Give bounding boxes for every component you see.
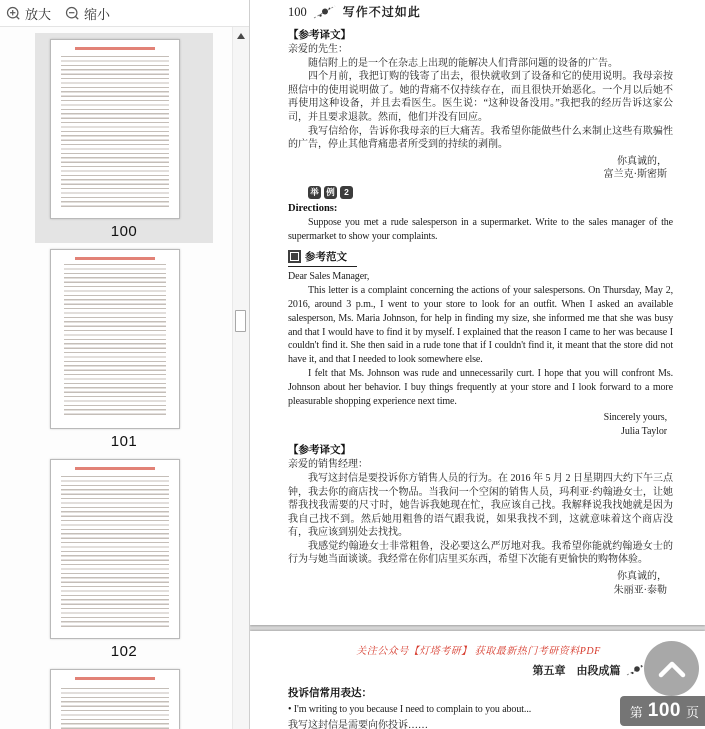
promo-banner-text: 关注公众号【灯塔考研】 获取最新热门考研资料PDF [356,646,601,657]
salutation-line: 亲爱的销售经理： [288,459,368,471]
translation-paragraph: 随信附上的是一个在杂志上出现的能解决人们背部问题的设备的广告。 [308,57,618,69]
signature-name: Julia Taylor [621,425,667,437]
thumbnail-sidebar [0,0,250,729]
ref-translation-heading: 【参考译文】 [288,30,351,41]
signature-block [288,155,667,182]
book-chapter-title: 写作不过如此 [342,5,421,19]
directions-heading: Directions: [288,202,338,214]
signature-block [288,570,667,597]
sample-essay-label: 参考范文 [305,252,347,264]
thumbnail-preview [50,459,180,639]
scroll-to-top-button[interactable] [644,641,699,696]
zoom-in-button[interactable] [6,4,51,23]
thumbnail-label: 102 [110,643,138,660]
thumbnail-page-101[interactable] [35,243,213,453]
thumbnail-page-102[interactable] [35,453,213,663]
thumbnail-page-100[interactable] [35,33,213,243]
badge-char: 举 [308,186,321,199]
sample-essay-heading [288,249,357,267]
sidebar-scrollbar-thumb[interactable] [235,310,246,332]
expressions-heading: 投诉信常用表达： [288,688,372,699]
zoom-out-icon [65,6,80,21]
zoom-out-button[interactable] [65,4,110,23]
thumbnail-page-103[interactable] [35,663,213,729]
pdf-page-100 [250,0,705,625]
book-chapter-title: 第五章 由段成篇 [532,665,621,677]
book-page-header [288,4,673,20]
page-indicator-number: 100 [647,700,681,721]
chevron-up-icon [657,660,687,678]
example-2-badge [308,186,673,199]
letter-paragraph: I felt that Ms. Johnson was rude and unnecessarily curt. I hope that you will confront Ms. Johnson about her behavior. I buy things frequently at your store and I look forward to a more pleasurable shopping experience next time. [288,367,673,407]
page-indicator-prefix: 第 [629,704,643,720]
translation-paragraph: 我写这封信是要投诉你方销售人员的行为。在 2016 年 5 月 2 日星期四大约下午三点钟，我去你的商店找一个物品。当我问一个空闲的销售人员，玛利亚·约翰逊女士，让她帮我找我需要的尺寸时，她告诉我她现在忙，我应该自己找。我解释说我找她就是因为我自己找不到。然后她用粗鲁的语气跟我说，如果我找不到，这就意味着这个商店没有，我应该到别处去找找。 [288,472,673,539]
book-page-number: 100 [288,5,307,19]
thumbnail-preview [50,39,180,219]
translation-paragraph: 我写信给你，告诉你我母亲的巨大痛苦。我希望你能做些什么来制止这些有欺骗性的广告，停止其他背痛患者所受到的持续的剥削。 [288,125,673,151]
letter-salutation: Dear Sales Manager, [288,271,370,283]
zoom-out-label: 缩小 [84,6,111,22]
thumbnail-preview [50,249,180,429]
signature-closing: 你真诚的， [617,155,667,167]
pdf-page-view [250,0,705,729]
signature-closing: 你真诚的， [617,571,667,583]
translation-paragraph: 四个月前，我把订购的钱寄了出去，很快就收到了设备和它的使用说明。我母亲按照信中的使用说明做了。她的背痛不仅持续存在，而且很快开始恶化。一个月以后她不再使用这种设备，并且去看医生。医生说：“这种设备没用。”我把我的经历告诉这家公司，并且要求退款。然而，他们并没有回应。 [288,71,673,123]
sidebar-scrollbar[interactable] [232,27,249,729]
signature-block [288,411,667,438]
badge-char: 2 [340,186,353,199]
salutation-line: 亲爱的先生： [288,44,348,55]
ink-splash-icon [313,5,337,20]
page-indicator-suffix: 页 [685,704,699,720]
book-page-header [288,662,669,678]
expression-item: 我写这封信是需要向你投诉…… [288,719,428,729]
section-marker-icon [288,250,301,263]
zoom-in-icon [6,6,21,21]
signature-name: 富兰克·斯密斯 [603,169,667,181]
letter-paragraph: This letter is a complaint concerning the actions of your salespersons. On Thursday, May 2, 2016, around 3 p.m., I went to your store to look for an outfit. When I asked an available salesperson, Ms. Maria Johnson, for help in finding my size, she informed me that she was busy and that I would have to find it by myself. I explained that the reason I came to her was because I couldn't find it. She then said in a rude tone that if I couldn't find it, it meant that the store did not have it, and that I needed to look somewhere else. [288,285,673,366]
zoom-in-label: 放大 [25,6,52,22]
ref-translation-heading: 【参考译文】 [288,445,351,457]
translation-paragraph: 我感觉约翰逊女士非常粗鲁，没必要这么严厉地对我。我希望你能就约翰逊女士的行为与她当面谈谈。我经常在你们店里买东西，希望下次能有更愉快的购物体验。 [288,540,673,566]
badge-char: 例 [324,186,337,199]
thumbnail-preview [50,669,180,729]
zoom-toolbar [0,0,249,27]
page-indicator-badge [620,696,705,726]
thumbnail-label: 100 [110,223,138,240]
signature-closing: Sincerely yours, [603,412,667,424]
directions-text: Suppose you met a rude salesperson in a supermarket. Write to the sales manager of the supermarket to show your complaints. [288,216,673,242]
scroll-up-arrow-icon[interactable] [237,33,245,39]
expression-item: • I'm writing to you because I need to complain to you about... [288,704,532,715]
thumbnail-list [0,27,232,729]
signature-name: 朱丽亚·泰勒 [613,584,667,596]
thumbnail-label: 101 [110,433,138,450]
